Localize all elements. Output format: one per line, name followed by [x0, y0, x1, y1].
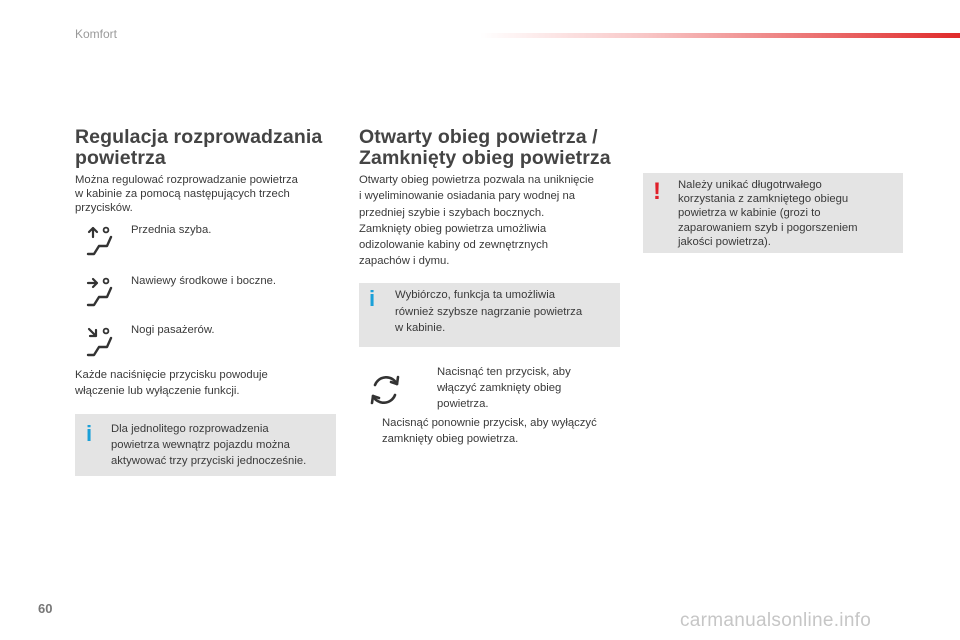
info-line: powietrza wewnątrz pojazdu można [111, 439, 290, 451]
middle-body [359, 172, 624, 270]
toggle-note-line: włączenie lub wyłączenie funkcji. [75, 385, 240, 397]
middle-heading-line2: Zamknięty obieg powietrza [359, 147, 611, 169]
step2-line: zamknięty obieg powietrza. [382, 433, 519, 445]
button-label-face-vents: Nawiewy środkowe i boczne. [131, 275, 277, 287]
windscreen-airflow-icon [85, 224, 117, 256]
info-icon: i [369, 286, 376, 311]
warning-box [643, 173, 903, 253]
button-label-windscreen: Przednia szyba. [131, 224, 212, 236]
left-intro [75, 173, 345, 215]
middle-info-text [395, 287, 617, 337]
body-line: Otwarty obieg powietrza pozwala na uniknięcie [359, 174, 594, 186]
page-number: 60 [38, 601, 53, 616]
info-line: aktywować trzy przyciski jednocześnie. [111, 455, 307, 467]
toggle-note [75, 367, 345, 399]
left-heading-line2: powietrza [75, 147, 166, 169]
body-line: i wyeliminowanie osiadania pary wodnej na [359, 190, 576, 203]
warning-line: jakości powietrza). [678, 235, 771, 248]
info-line: w kabinie. [395, 322, 446, 334]
warning-line: zaparowaniem szyb i pogorszeniem [678, 221, 858, 234]
left-info-text [111, 421, 336, 469]
intro-line: przycisków. [75, 202, 133, 214]
middle-heading [359, 127, 629, 169]
header-accent-bar [480, 33, 960, 38]
step2-line: Nacisnąć ponownie przycisk, aby wyłączyć [382, 417, 597, 429]
step1-text [437, 364, 617, 412]
middle-info-box [359, 283, 620, 347]
info-line: Dla jednolitego rozprowadzenia [111, 423, 269, 435]
left-heading-line1: Regulacja rozprowadzania [75, 126, 323, 148]
warning-line: Należy unikać długotrwałego [678, 179, 822, 191]
warning-line: powietrza w kabinie (grozi to [678, 207, 821, 220]
step1-line: Nacisnąć ten przycisk, aby [437, 366, 571, 378]
warning-text [678, 178, 900, 249]
face-vents-airflow-icon [85, 275, 117, 307]
intro-line: w kabinie za pomocą następujących trzech [75, 188, 290, 200]
body-line: odizolowanie kabiny od zewnętrznych [359, 239, 549, 252]
watermark: carmanualsonline.info [680, 610, 872, 631]
button-label-footwell: Nogi pasażerów. [131, 324, 215, 336]
warning-icon: ! [653, 178, 661, 205]
info-icon: i [86, 421, 93, 446]
middle-heading-line1: Otwarty obieg powietrza / [359, 126, 598, 148]
intro-line: Można regulować rozprowadzanie powietrza [75, 174, 298, 186]
toggle-note-line: Każde naciśnięcie przycisku powoduje [75, 369, 268, 381]
info-line: również szybsze nagrzanie powietrza [395, 305, 583, 318]
step1-line: powietrza. [437, 398, 489, 410]
warning-line: korzystania z zamkniętego obiegu [678, 193, 849, 206]
body-line: przedniej szybie i szybach bocznych. [359, 206, 545, 219]
step2-text [382, 415, 632, 447]
info-line: Wybiórczo, funkcja ta umożliwia [395, 289, 555, 301]
left-heading [75, 127, 345, 169]
section-title: Komfort [75, 27, 118, 41]
body-line: zapachów i dymu. [359, 255, 450, 268]
footwell-airflow-icon [85, 325, 117, 357]
step1-line: włączyć zamknięty obieg [437, 382, 562, 394]
left-info-box [75, 414, 336, 476]
body-line: Zamknięty obieg powietrza umożliwia [359, 222, 547, 235]
air-recirculation-icon [366, 371, 404, 409]
